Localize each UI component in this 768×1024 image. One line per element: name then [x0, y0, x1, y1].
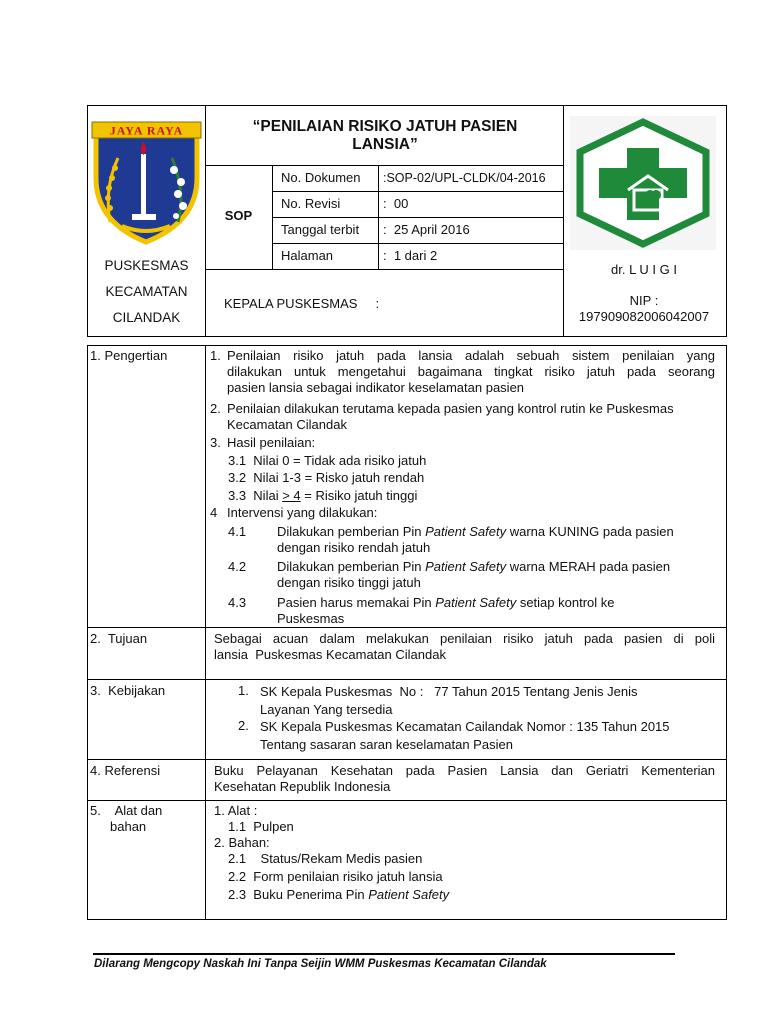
sub-text: 3.3 Nilai — [228, 488, 283, 503]
text-line: dengan risiko rendah jatuh — [277, 540, 431, 555]
text-line: 5. Alat dan — [90, 803, 163, 818]
list-number: 1. — [210, 348, 221, 363]
monument-base — [132, 214, 156, 220]
emphasis: Patient Safety — [368, 887, 450, 902]
list-item — [227, 348, 715, 396]
sub-item: 3.2 Nilai 1-3 = Risko jatuh rendah — [228, 470, 425, 485]
emphasis: Patient Safety — [425, 559, 507, 574]
signer-name: dr. L U I G I — [611, 262, 677, 277]
list-number: 3. — [210, 435, 221, 450]
meta-value: : 00 — [383, 196, 409, 211]
text-line: Kecamatan Cilandak — [227, 417, 347, 432]
sub-number: 4.1 — [228, 524, 247, 539]
header-divider — [205, 269, 563, 270]
text-line: Tentang sasaran saran keselamatan Pasien — [260, 737, 513, 752]
sub-text: warna KUNING pada pasien — [506, 524, 674, 539]
org-line: KECAMATAN — [105, 284, 188, 299]
content-divider — [87, 679, 726, 680]
sub-number: 4.3 — [228, 595, 247, 610]
meta-value: : 1 dari 2 — [383, 248, 438, 263]
sub-item: 1.1 Pulpen — [228, 819, 294, 834]
text-line: dengan risiko tinggi jatuh — [277, 575, 421, 590]
sub-item: 2.2 Form penilaian risiko jatuh lansia — [228, 869, 443, 884]
emphasis: Patient Safety — [435, 595, 517, 610]
section-label-alat — [90, 803, 162, 835]
org-line: CILANDAK — [112, 310, 181, 325]
list-item: Hasil penilaian: — [227, 435, 316, 450]
text-line: Penilaian risiko jatuh pada lansia adalah sebuah sistem penilaian yang — [227, 348, 715, 363]
text-line: Layanan Yang tersedia — [260, 702, 393, 717]
puskesmas-logo — [570, 116, 716, 250]
list-item: Intervensi yang dilakukan: — [227, 505, 378, 520]
nip-label: NIP : — [629, 293, 659, 308]
text-line: Sebagai acuan dalam melakukan penilaian risiko jatuh pada pasien di poli — [214, 631, 715, 646]
sub-item — [228, 887, 449, 903]
kepala-label: KEPALA PUSKESMAS : — [224, 296, 380, 311]
sub-text: setiap kontrol ke — [516, 595, 615, 610]
text-line — [277, 595, 717, 611]
content-divider — [87, 800, 726, 801]
sub-item: 3.1 Nilai 0 = Tidak ada risiko jatuh — [228, 453, 427, 468]
list-number: 1. — [238, 683, 249, 698]
footer-notice: Dilarang Mengcopy Naskah Ini Tanpa Seijin WMM Puskesmas Kecamatan Cilandak — [94, 958, 547, 970]
sub-number: 4.2 — [228, 559, 247, 574]
meta-value: : 25 April 2016 — [383, 222, 470, 237]
text-line: dilakukan untuk mengetahui bagaimana tingkat risiko jatuh pada seorang — [227, 364, 715, 379]
text-line: lansia Puskesmas Kecamatan Cilandak — [214, 647, 446, 662]
section-text — [214, 763, 715, 795]
org-name — [88, 253, 205, 331]
meta-label: Halaman — [281, 248, 334, 263]
text-line: SK Kepala Puskesmas No : 77 Tahun 2015 Tentang Jenis Jenis — [260, 684, 638, 699]
list-item — [260, 718, 720, 754]
sub-text: = Risiko jatuh tinggi — [300, 488, 418, 503]
cross-horizontal — [599, 168, 687, 198]
section-text — [214, 631, 715, 663]
title-line: LANSIA” — [352, 136, 418, 153]
text-line: Buku Pelayanan Kesehatan pada Pasien Lansia dan Geriatri Kementerian — [214, 763, 715, 778]
alat-heading: 1. Alat : — [214, 803, 258, 818]
content-divider — [205, 345, 206, 919]
emphasis: Patient Safety — [425, 524, 507, 539]
section-label-referensi: 4. Referensi — [90, 763, 161, 778]
sub-item — [277, 524, 717, 556]
title-line: “PENILAIAN RISIKO JATUH PASIEN — [252, 118, 518, 135]
monument — [141, 154, 146, 216]
text-line: bahan — [110, 819, 147, 834]
sub-text: Dilakukan pemberian Pin — [277, 559, 426, 574]
bahan-heading: 2. Bahan: — [214, 835, 270, 850]
meta-label: Tanggal terbit — [281, 222, 360, 237]
sub-text: warna MERAH pada pasien — [506, 559, 671, 574]
sub-item — [228, 488, 417, 504]
list-number: 4 — [210, 505, 218, 520]
nip-value: 197909082006042007 — [578, 309, 710, 324]
header-divider — [272, 243, 563, 244]
text-line — [277, 524, 717, 540]
banner-text: JAYA RAYA — [109, 123, 184, 138]
jaya-raya-logo — [88, 118, 205, 246]
text-line — [277, 559, 717, 575]
content-divider — [87, 759, 726, 760]
header-divider — [272, 191, 563, 192]
sub-text: 2.3 Buku Penerima Pin — [228, 887, 369, 902]
sub-text: Pasien harus memakai Pin — [277, 595, 436, 610]
content-divider — [87, 627, 726, 628]
sub-item — [277, 595, 717, 627]
sop-label: SOP — [224, 208, 253, 223]
list-item — [227, 401, 715, 433]
section-label-tujuan: 2. Tujuan — [90, 631, 148, 646]
greater-equal: > 4 — [282, 488, 301, 503]
footer-rule — [93, 953, 675, 955]
sub-text: Dilakukan pemberian Pin — [277, 524, 426, 539]
list-number: 2. — [238, 718, 249, 733]
document-title — [210, 118, 560, 154]
section-label-kebijakan: 3. Kebijakan — [90, 683, 166, 698]
header-divider — [272, 217, 563, 218]
meta-label: No. Dokumen — [281, 170, 361, 185]
list-item — [260, 683, 720, 719]
meta-value: :SOP-02/UPL-CLDK/04-2016 — [383, 171, 546, 185]
sub-item — [277, 559, 717, 591]
text-line: pasien lansia sebagai indikator keselamatan pasien — [227, 380, 525, 395]
text-line: Puskesmas — [277, 611, 345, 626]
meta-label: No. Revisi — [281, 196, 341, 211]
org-line: PUSKESMAS — [104, 258, 189, 273]
section-label-pengertian: 1. Pengertian — [90, 348, 168, 363]
header-divider — [205, 165, 563, 166]
text-line: SK Kepala Puskesmas Kecamatan Cailandak Nomor : 135 Tahun 2015 — [260, 719, 670, 734]
list-number: 2. — [210, 401, 221, 416]
text-line: Kesehatan Republik Indonesia — [214, 779, 391, 794]
text-line: Penilaian dilakukan terutama kepada pasien yang kontrol rutin ke Puskesmas — [227, 401, 674, 416]
sub-item: 2.1 Status/Rekam Medis pasien — [228, 851, 423, 866]
